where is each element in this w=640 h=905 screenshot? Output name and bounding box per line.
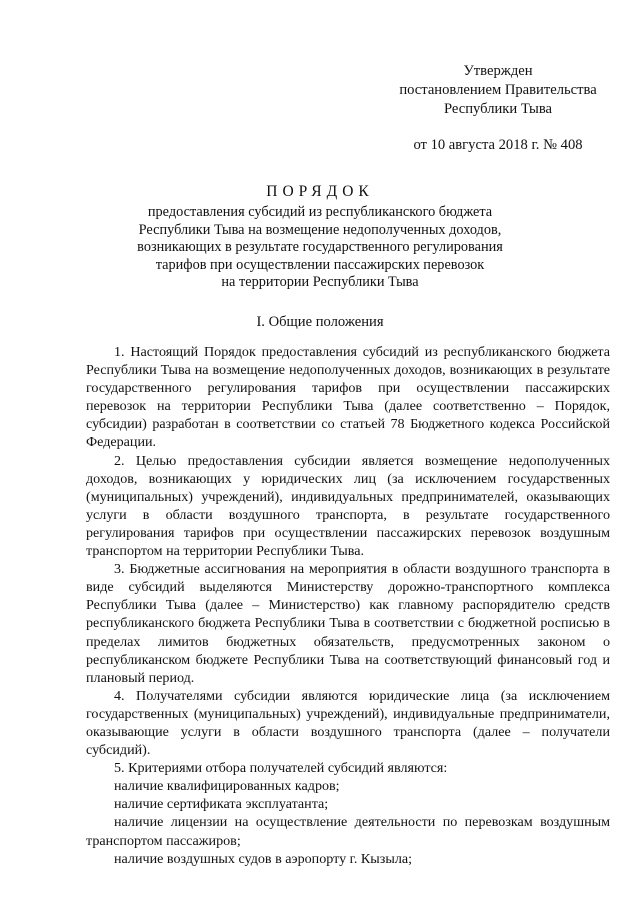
approval-line-1: Утвержден (463, 63, 533, 79)
paragraph-1: 1. Настоящий Порядок предоставления субсидий из республиканского бюджета Республики Тыва на возмещение недополученных доходов, возникающих в результате государственного регулирования тарифов при осуществлении пассажирских перевозок на территории Республики Тыва (далее соответственно – Порядок, субсидии) разработан в соответствии со статьей 78 Бюджетного кодекса Российской Федерации. (86, 344, 610, 451)
paragraph-3: 3. Бюджетные ассигнования на мероприятия в области воздушного транспорта в виде субсидий выделяются Министерству дорожно-транспортного комплекса Республики Тыва (далее – Министерство) как главному распорядителю средств республиканского бюджета Республики Тыва в соответствии с бюджетной росписью в пределах лимитов бюджетных обязательств, предусмотренных законом о республиканском бюджете Республики Тыва на соответствующий финансовый год и плановый период. (86, 561, 610, 686)
approval-date: от 10 августа 2018 г. № 408 (413, 137, 583, 153)
paragraph-5: 5. Критериями отбора получателей субсидий являются: (114, 760, 448, 777)
approval-line-2: постановлением Правительства (399, 82, 597, 98)
paragraph-4: 4. Получателями субсидии являются юридические лица (за исключением государственных (муниципальных) учреждений), индивидуальные предприниматели, оказывающие услуги в области воздушного транспорта (далее – получатели субсидий). (86, 687, 610, 759)
criteria-item: наличие квалифицированных кадров; (114, 778, 340, 795)
criteria-item: наличие сертификата эксплуатанта; (114, 796, 329, 813)
paragraph-2: 2. Целью предоставления субсидии является возмещение недополученных доходов, возникающих у юридических лиц (за исключением государственных (муниципальных) учреждений), индивидуальных предпринимателей, оказывающих услуги в области воздушного транспорта, в результате государственного регулирования тарифов при осуществлении пассажирских перевозок воздушным транспортом на территории Республики Тыва. (86, 452, 610, 560)
approval-block (388, 62, 608, 155)
criteria-item: наличие лицензии на осуществление деятельности по перевозкам воздушным транспортом пассажиров; (86, 814, 610, 849)
subtitle-line: Республики Тыва на возмещение недополученных доходов, (138, 221, 502, 238)
document-title: ПОРЯДОК (266, 183, 374, 200)
approval-line-3: Республики Тыва (443, 101, 553, 117)
subtitle-line: предоставления субсидий из республиканского бюджета (147, 204, 493, 220)
criteria-item: наличие воздушных судов в аэропорту г. Кызыла; (114, 850, 413, 867)
subtitle-line: на территории Республики Тыва (221, 274, 419, 290)
subtitle-line: возникающих в результате государственного регулирования (137, 239, 503, 255)
subtitle-line: тарифов при осуществлении пассажирских перевозок (155, 256, 485, 273)
document-body (86, 343, 610, 868)
document-subtitle (100, 204, 540, 292)
section-heading: I. Общие положения (256, 314, 384, 330)
